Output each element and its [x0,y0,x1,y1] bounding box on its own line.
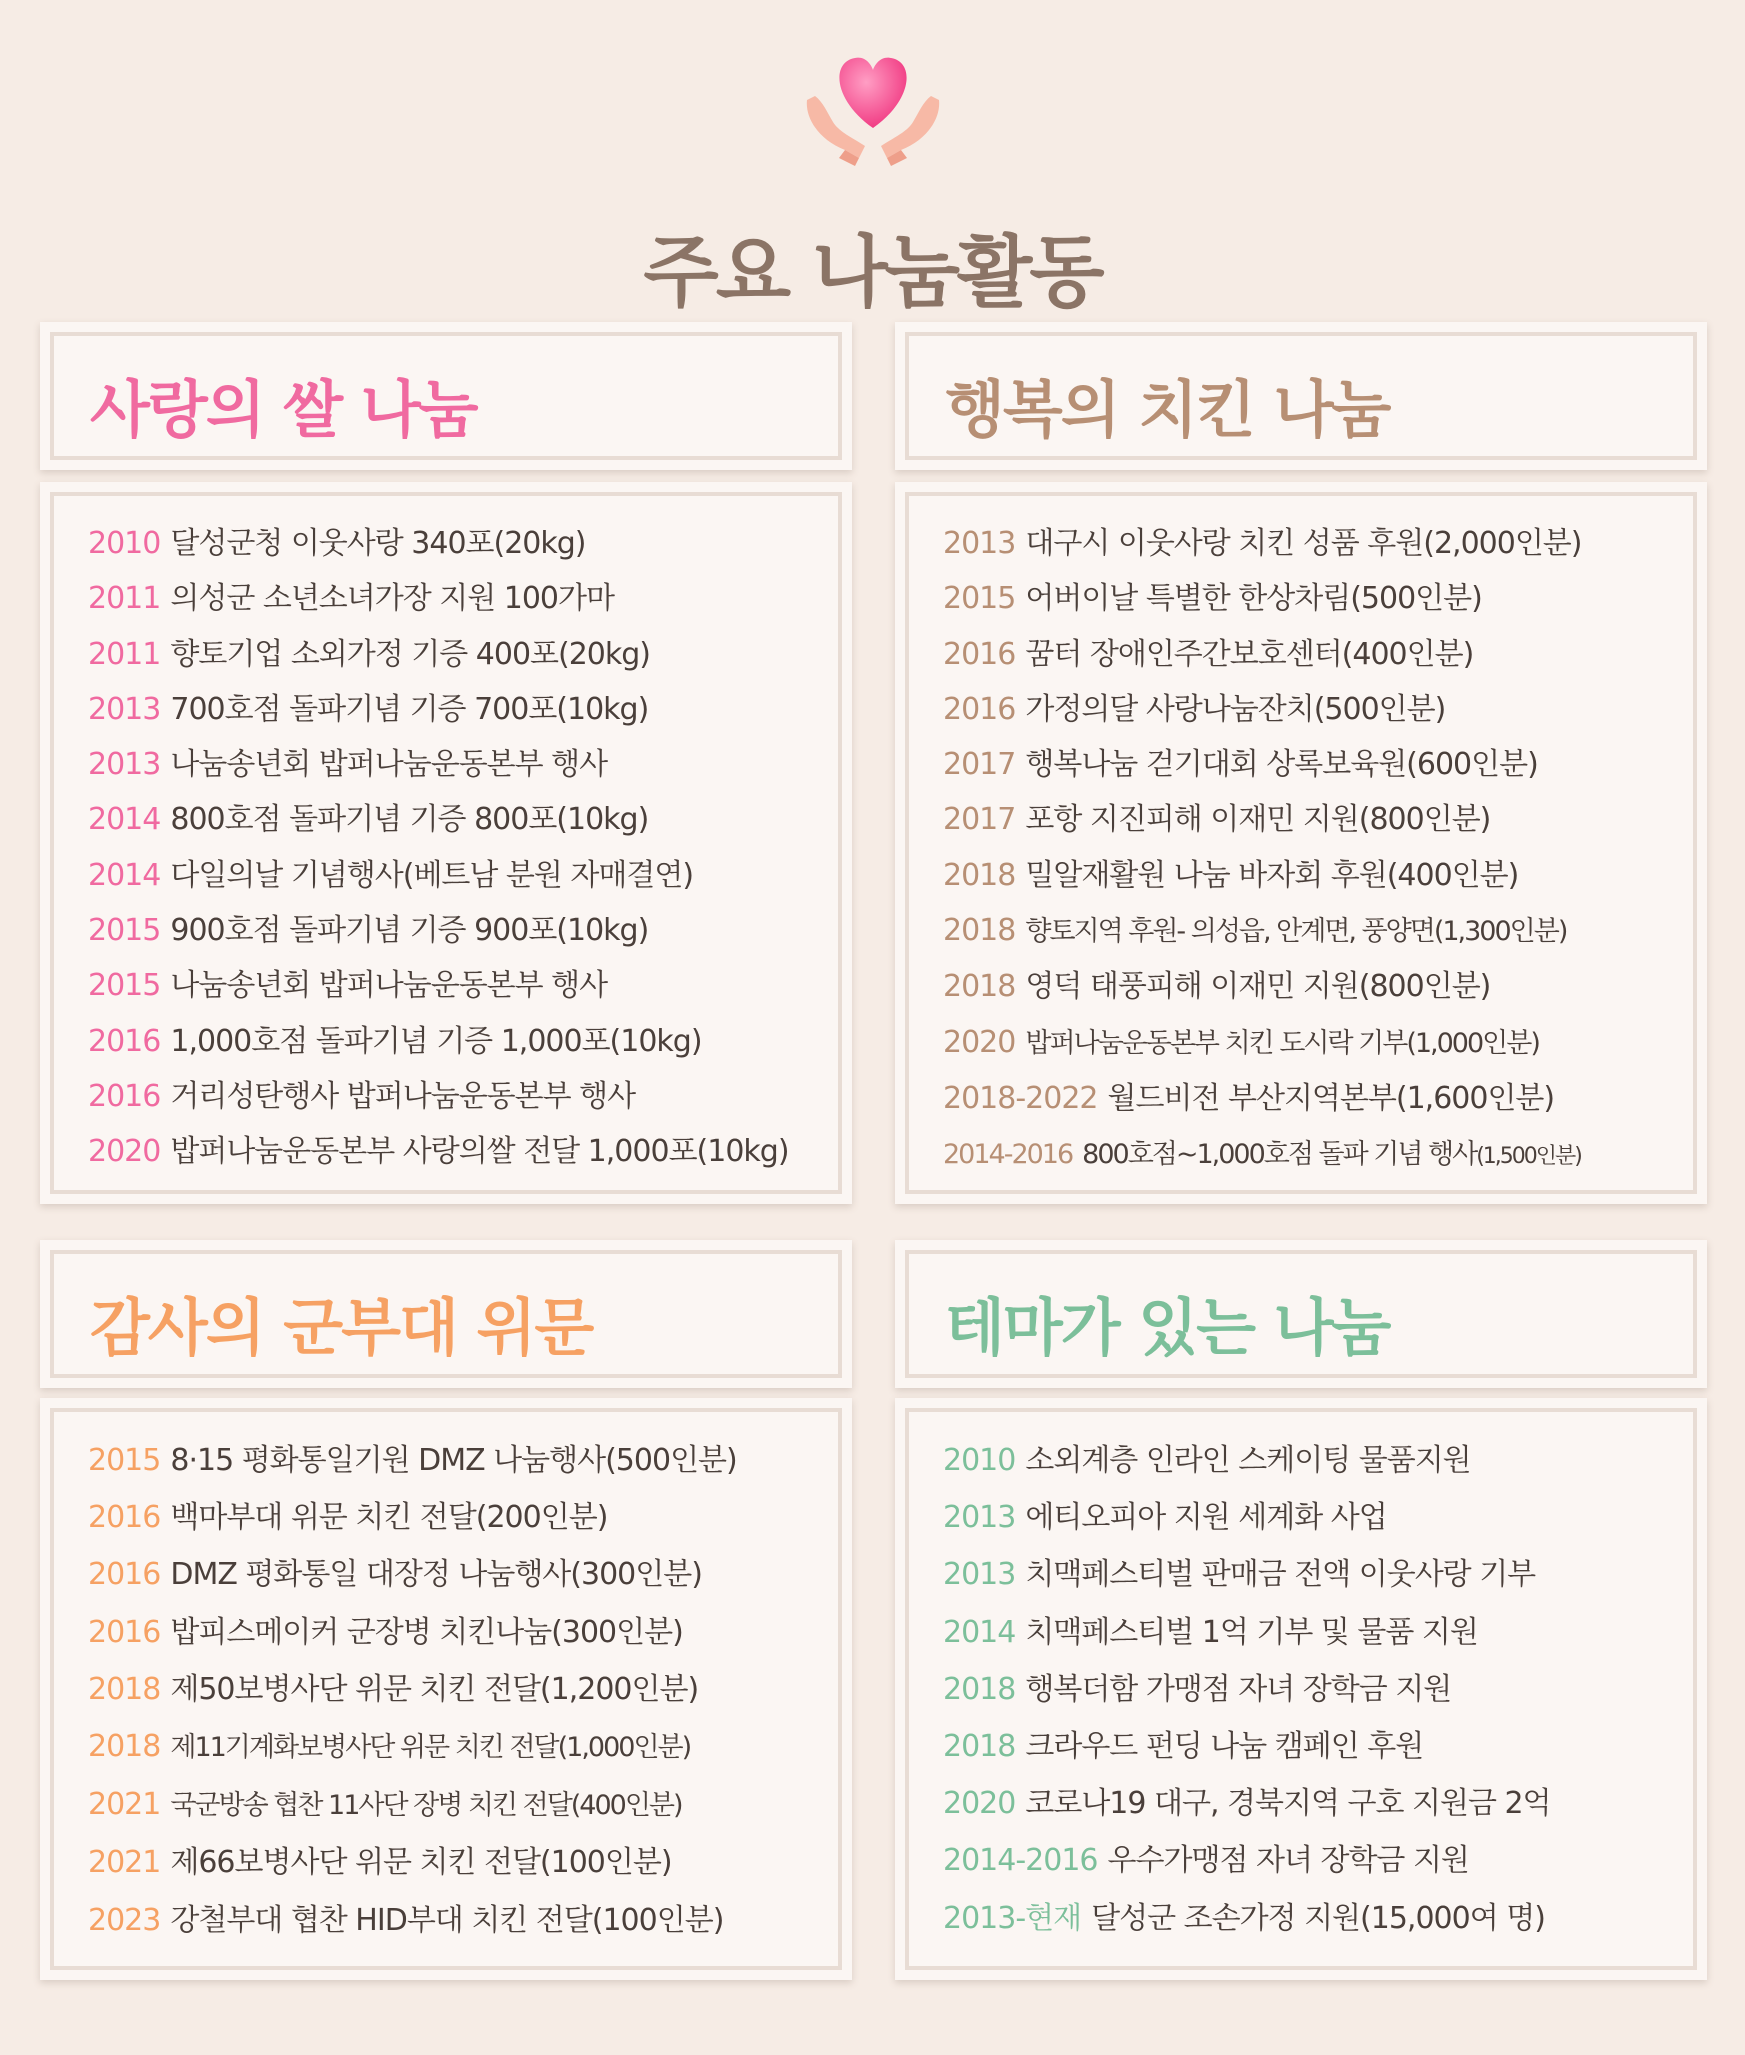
section-list-theme [895,1398,1707,1980]
list-item: 2018 향토지역 후원- 의성읍, 안계면, 풍양면(1,300인분) [943,913,1567,949]
list-item: 2018 제11기계화보병사단 위문 치킨 전달(1,000인분) [88,1729,691,1765]
list-item: 2016 DMZ 평화통일 대장정 나눔행사(300인분) [88,1557,702,1593]
section-header-chicken [895,322,1707,470]
list-item: 2013-현재 달성군 조손가정 지원(15,000여 명) [943,1900,1545,1936]
page-title: 주요 나눔활동 [643,228,1102,318]
list-item: 2016 꿈터 장애인주간보호센터(400인분) [943,636,1474,672]
list-item: 2020 밥퍼나눔운동본부 치킨 도시락 기부(1,000인분) [943,1024,1539,1060]
list-item: 2013 대구시 이웃사랑 치킨 성품 후원(2,000인분) [943,526,1582,561]
list-item: 2016 1,000호점 돌파기념 기증 1,000포(10kg) [88,1023,702,1059]
list-item: 2018 제50보병사단 위문 치킨 전달(1,200인분) [88,1671,699,1707]
list-item: 2014 다일의날 기념행사(베트남 분원 자매결연) [88,857,694,893]
list-item: 2016 가정의달 사랑나눔잔치(500인분) [943,691,1446,727]
list-item: 2023 강철부대 협찬 HID부대 치킨 전달(100인분) [88,1902,724,1938]
list-item: 2016 밥피스메이커 군장병 치킨나눔(300인분) [88,1614,683,1650]
list-item: 2015 어버이날 특별한 한상차림(500인분) [943,581,1482,617]
section-header-rice [40,322,852,470]
list-item: 2015 8·15 평화통일기원 DMZ 나눔행사(500인분) [88,1443,737,1478]
section-header-military [40,1240,852,1388]
section-title-theme: 테마가 있는 나눔 [945,1291,1390,1364]
list-item: 2018 행복더함 가맹점 자녀 장학금 지원 [943,1671,1452,1707]
section-list-chicken [895,482,1707,1204]
list-item: 2020 코로나19 대구, 경북지역 구호 지원금 2억 [943,1786,1551,1822]
list-item: 2013 에티오피아 지원 세계화 사업 [943,1500,1387,1536]
list-item: 2010 소외계층 인라인 스케이팅 물품지원 [943,1443,1471,1478]
heart-in-hands-icon [793,40,953,170]
list-item: 2018 영덕 태풍피해 이재민 지원(800인분) [943,969,1491,1005]
list-item: 2013 나눔송년회 밥퍼나눔운동본부 행사 [88,747,608,783]
section-title-military: 감사의 군부대 위문 [90,1291,593,1364]
list-item: 2018 크라우드 펀딩 나눔 캠페인 후원 [943,1729,1424,1765]
list-item: 2010 달성군청 이웃사랑 340포(20kg) [88,526,586,561]
list-item: 2014 800호점 돌파기념 기증 800포(10kg) [88,802,649,838]
list-item: 2011 의성군 소년소녀가장 지원 100가마 [88,581,614,617]
section-list-military [40,1398,852,1980]
section-list-rice [40,482,852,1204]
list-item: 2020 밥퍼나눔운동본부 사랑의쌀 전달 1,000포(10kg) [88,1134,789,1170]
list-item: 2017 포항 지진피해 이재민 지원(800인분) [943,802,1491,838]
section-title-chicken: 행복의 치킨 나눔 [945,373,1390,446]
section-title-rice: 사랑의 쌀 나눔 [90,373,477,446]
list-item: 2015 900호점 돌파기념 기증 900포(10kg) [88,913,649,949]
list-item: 2021 국군방송 협찬 11사단 장병 치킨 전달(400인분) [88,1787,682,1823]
list-item: 2013 치맥페스티벌 판매금 전액 이웃사랑 기부 [943,1557,1536,1593]
list-item: 2014-2016 우수가맹점 자녀 장학금 지원 [943,1843,1469,1879]
list-item: 2014 치맥페스티벌 1억 기부 및 물품 지원 [943,1614,1478,1650]
list-item: 2016 거리성탄행사 밥퍼나눔운동본부 행사 [88,1078,636,1114]
list-item: 2015 나눔송년회 밥퍼나눔운동본부 행사 [88,968,608,1004]
list-item: 2018-2022 월드비전 부산지역본부(1,600인분) [943,1080,1555,1116]
list-item: 2011 향토기업 소외가정 기증 400포(20kg) [88,636,651,672]
list-item: 2013 700호점 돌파기념 기증 700포(10kg) [88,691,649,727]
list-item: 2018 밀알재활원 나눔 바자회 후원(400인분) [943,857,1519,893]
list-item: 2014-2016 800호점~1,000호점 돌파 기념 행사(1,500인분) [943,1139,1581,1171]
list-item: 2021 제66보병사단 위문 치킨 전달(100인분) [88,1845,672,1881]
list-item: 2017 행복나눔 걷기대회 상록보육원(600인분) [943,747,1538,783]
list-item: 2016 백마부대 위문 치킨 전달(200인분) [88,1500,608,1536]
section-header-theme [895,1240,1707,1388]
page-header [0,40,1745,322]
